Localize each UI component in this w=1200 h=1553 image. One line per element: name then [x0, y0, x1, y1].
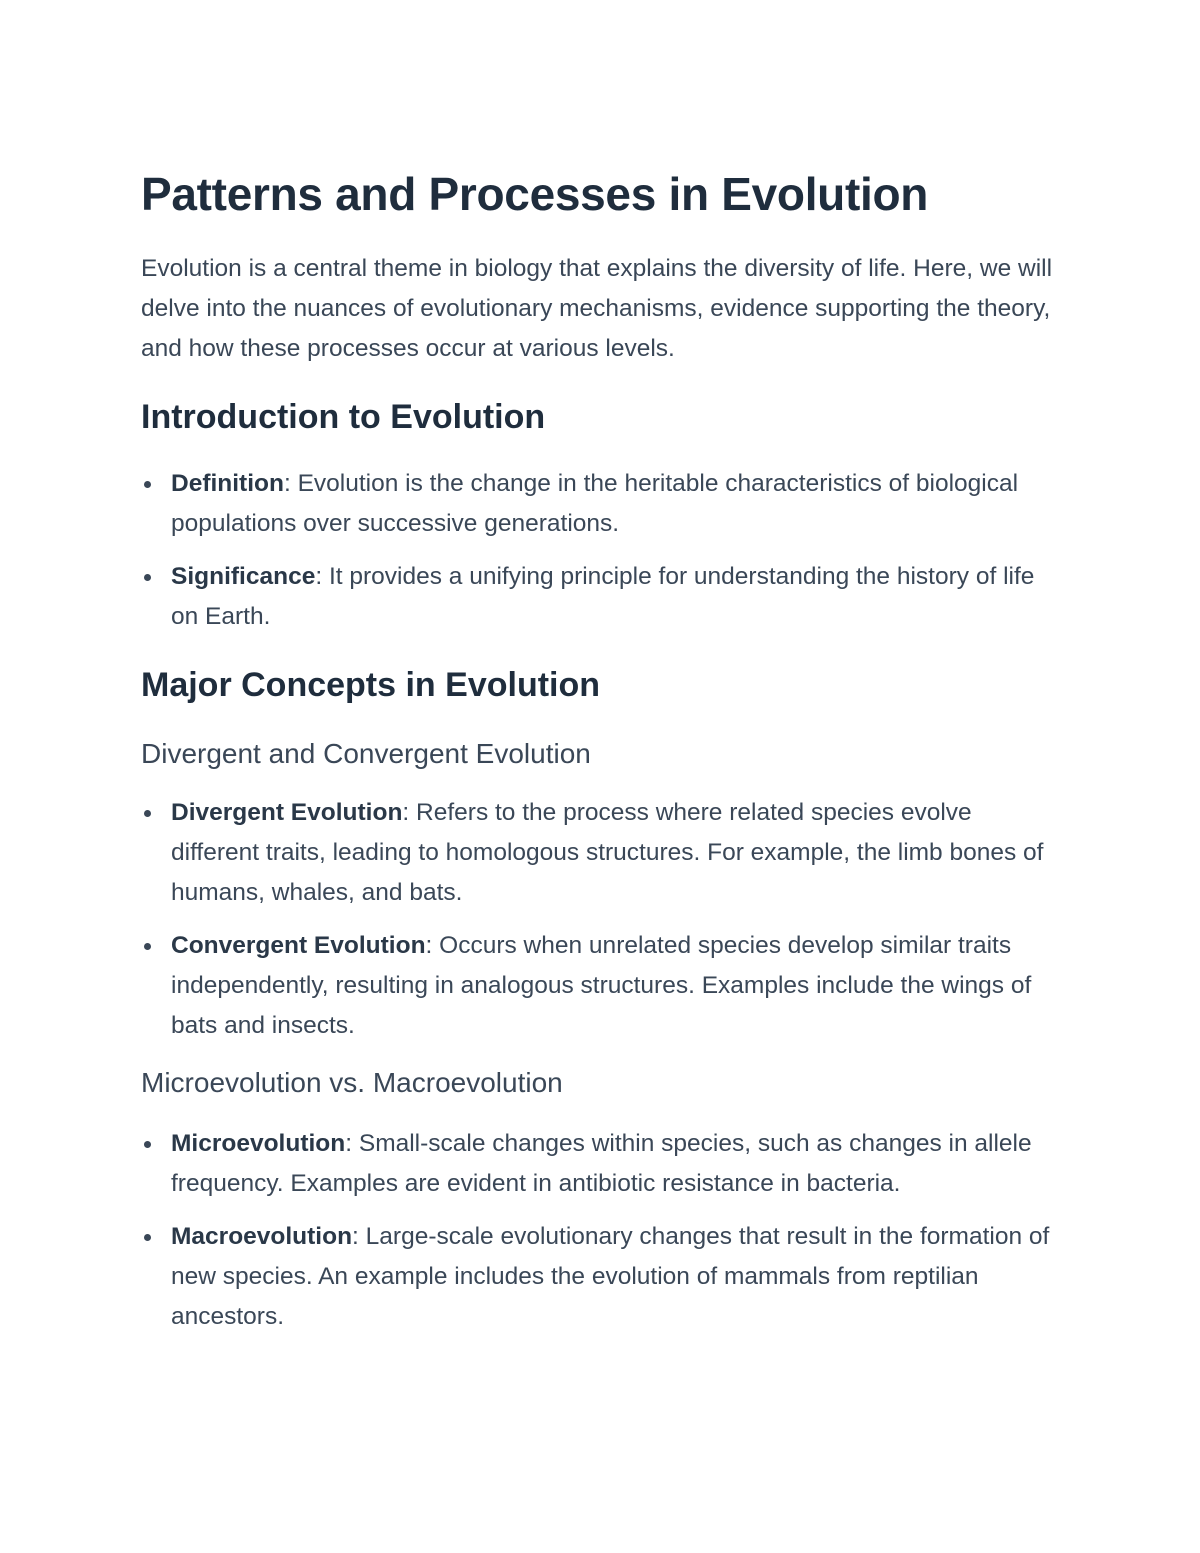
- section-heading-introduction: Introduction to Evolution: [141, 398, 546, 436]
- list-item-term: Convergent Evolution: [171, 932, 426, 959]
- micro-macro-list: [141, 1124, 1066, 1337]
- list-item: [141, 926, 1066, 1046]
- subsection-heading-divergent-convergent: Divergent and Convergent Evolution: [141, 738, 591, 769]
- list-item-term: Significance: [171, 563, 316, 590]
- list-item: [141, 1217, 1066, 1337]
- list-item-term: Divergent Evolution: [171, 799, 403, 826]
- list-item-text: : It provides a unifying principle for understanding the history of life on Earth.: [171, 563, 1035, 630]
- bullet-icon: [144, 574, 151, 581]
- list-item-text: : Evolution is the change in the heritable characteristics of biological populations over successive generations.: [171, 470, 1019, 537]
- list-item-text: : Small-scale changes within species, such as changes in allele frequency. Examples are evident in antibiotic resistance in bacteria.: [171, 1130, 1032, 1197]
- bullet-icon: [144, 1234, 151, 1241]
- introduction-list: [141, 464, 1066, 637]
- list-item-term: Definition: [171, 470, 284, 497]
- list-item: [141, 464, 1066, 544]
- page-title: Patterns and Processes in Evolution: [141, 168, 929, 220]
- list-item: [141, 1124, 1066, 1204]
- list-item: [141, 793, 1066, 913]
- list-item-text: : Refers to the process where related species evolve different traits, leading to homologous structures. For example, the limb bones of humans, whales, and bats.: [171, 799, 1044, 906]
- bullet-icon: [144, 810, 151, 817]
- list-item-term: Macroevolution: [171, 1223, 353, 1250]
- list-item: [141, 557, 1066, 637]
- list-item-term: Microevolution: [171, 1130, 346, 1157]
- divergent-convergent-list: [141, 793, 1066, 1046]
- bullet-icon: [144, 1141, 151, 1148]
- section-heading-major-concepts: Major Concepts in Evolution: [141, 666, 601, 704]
- intro-paragraph: Evolution is a central theme in biology that explains the diversity of life. Here, we will delve into the nuances of evolutionary mechanisms, evidence supporting the theory, and how these processes occur at various levels.: [141, 255, 1053, 362]
- bullet-icon: [144, 943, 151, 950]
- bullet-icon: [144, 481, 151, 488]
- list-item-text: : Occurs when unrelated species develop similar traits independently, resulting in analogous structures. Examples include the wings of bats and insects.: [171, 932, 1032, 1039]
- list-item-text: : Large-scale evolutionary changes that result in the formation of new species. An example includes the evolution of mammals from reptilian ancestors.: [171, 1223, 1050, 1330]
- subsection-heading-micro-macro: Microevolution vs. Macroevolution: [141, 1067, 563, 1098]
